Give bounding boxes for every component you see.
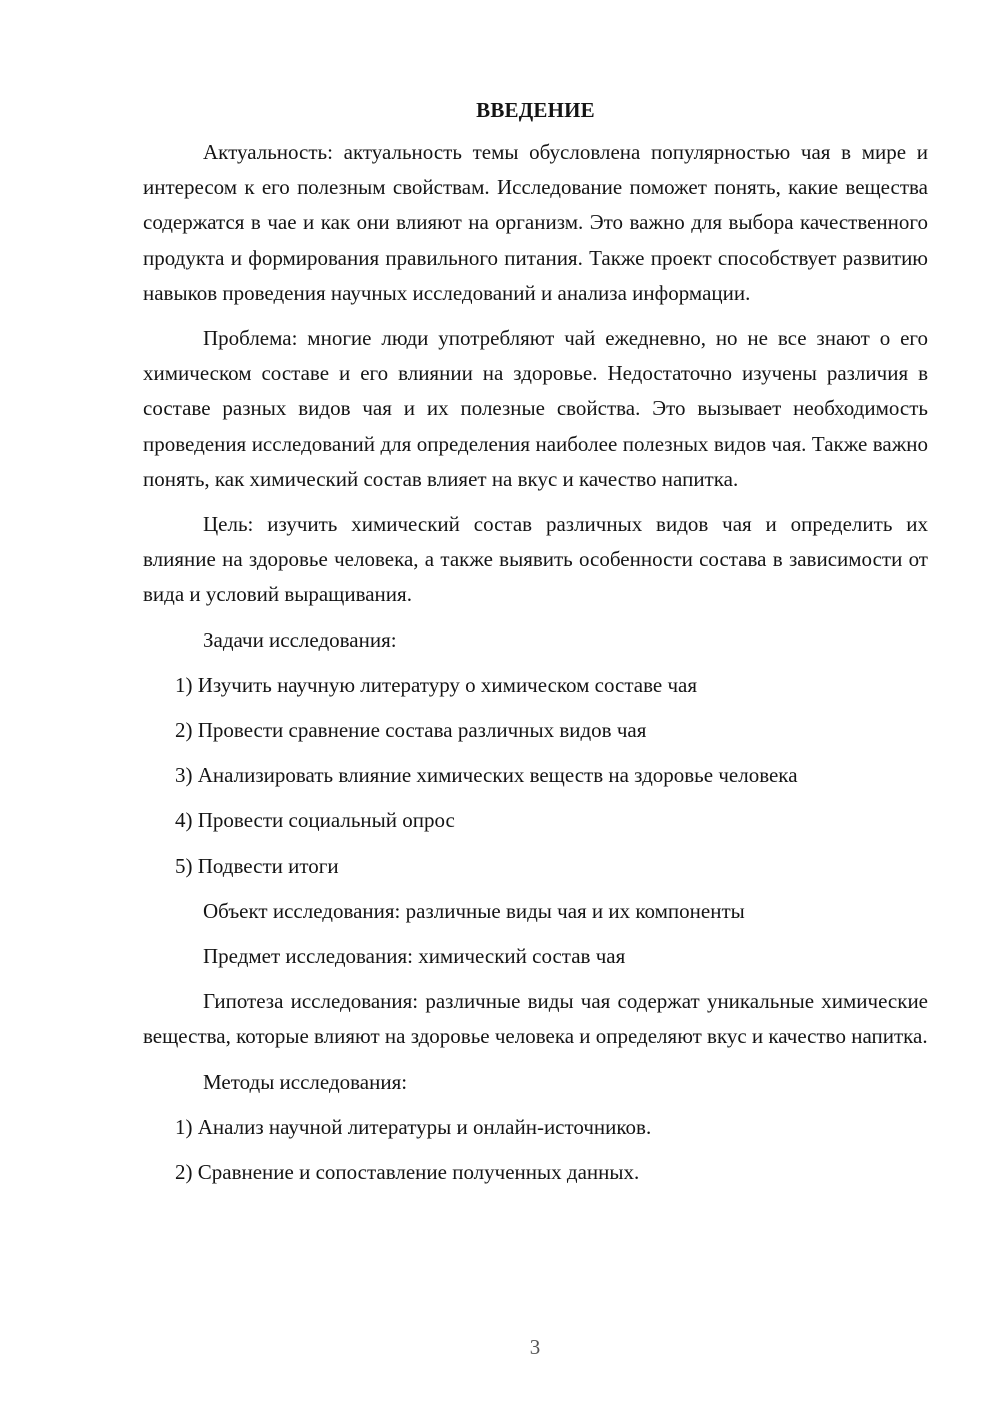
- task-item-1: 1) Изучить научную литературу о химическом составе чая: [175, 672, 698, 697]
- task-item-3: 3) Анализировать влияние химических веществ на здоровье человека: [175, 763, 798, 788]
- task-item-4: 4) Провести социальный опрос: [175, 808, 455, 833]
- goal-paragraph: Цель: изучить химический состав различных видов чая и определить их влияние на здоровье человека, а также выявить особенности состава в зависимости от вида и условий выращивания.: [143, 512, 928, 607]
- page-number: 3: [529, 1335, 541, 1359]
- hypothesis-paragraph: Гипотеза исследования: различные виды чая содержат уникальные химические вещества, которые влияют на здоровье человека и определяют вкус и качество напитка.: [143, 989, 928, 1049]
- relevance-paragraph: Актуальность: актуальность темы обусловлена популярностью чая в мире и интересом к его полезным свойствам. Исследование поможет понять, какие вещества содержатся в чае и как они влияют на организм. Это важно для выбора качественного продукта и формирования правильного питания. Также проект способствует развитию навыков проведения научных исследований и анализа информации.: [143, 140, 928, 305]
- method-item-1: 1) Анализ научной литературы и онлайн-источников.: [175, 1114, 652, 1139]
- research-subject: Предмет исследования: химический состав чая: [203, 944, 626, 969]
- task-item-5: 5) Подвести итоги: [175, 853, 339, 878]
- task-item-2: 2) Провести сравнение состава различных видов чая: [175, 718, 647, 743]
- section-title: ВВЕДЕНИЕ: [476, 98, 595, 122]
- research-object: Объект исследования: различные виды чая и их компоненты: [203, 898, 745, 923]
- methods-heading: Методы исследования:: [203, 1069, 408, 1094]
- method-item-2: 2) Сравнение и сопоставление полученных данных.: [175, 1160, 640, 1185]
- tasks-heading: Задачи исследования:: [203, 627, 397, 652]
- problem-paragraph: Проблема: многие люди употребляют чай ежедневно, но не все знают о его химическом составе и его влиянии на здоровье. Недостаточно изучены различия в составе разных видов чая и их полезные свойства. Это вызывает необходимость проведения исследований для определения наиболее полезных видов чая. Также важно понять, как химический состав влияет на вкус и качество напитка.: [143, 326, 928, 491]
- document-page: [143, 95, 928, 1200]
